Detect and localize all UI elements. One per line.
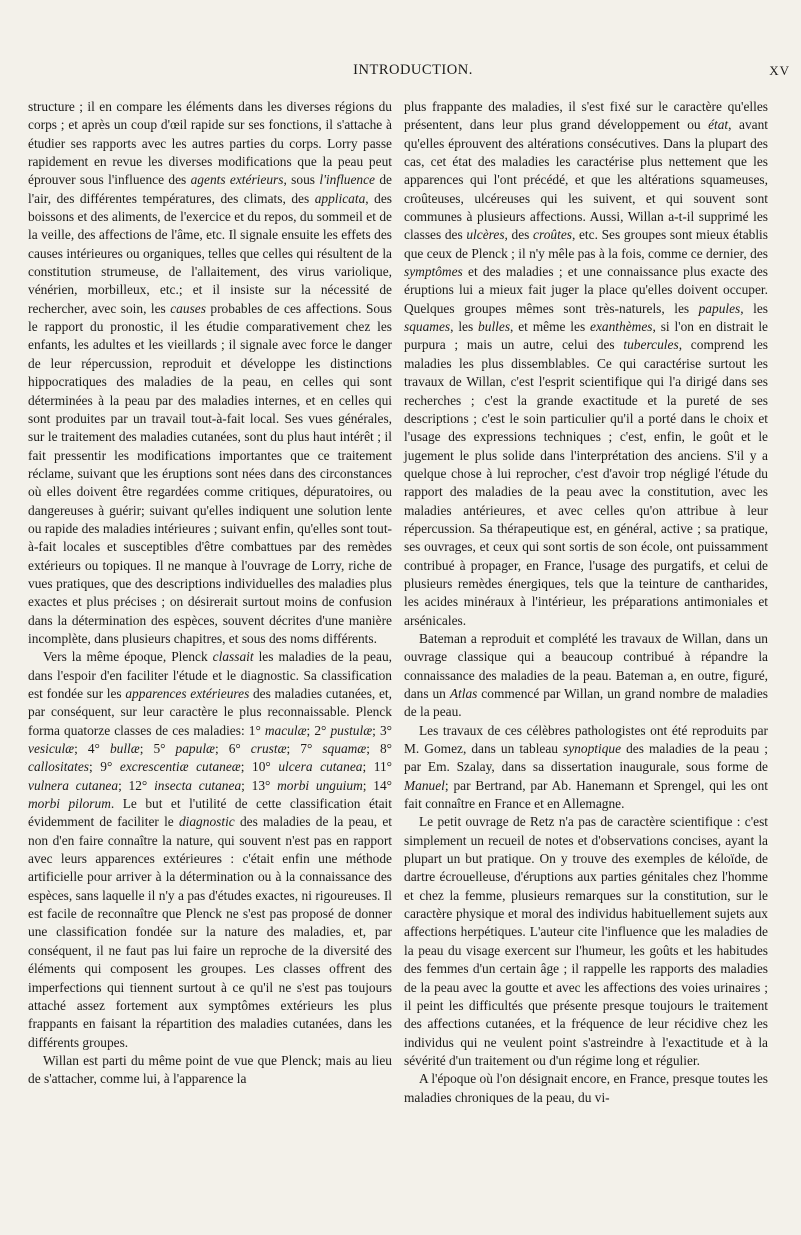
right-column	[404, 98, 768, 1107]
paragraph: Vers la même époque, Plenck classait les maladies de la peau, dans l'espoir d'en faciliter l'étude et le diagnostic. Sa classification est fondée sur les apparences extérieures des maladies cutanées, et, par conséquent, sur leur caractère le plus reconnaissable. Plenck forma quatorze classes de ces maladies: 1° maculæ; 2° pustulæ; 3° vesiculæ; 4° bullæ; 5° papulæ; 6° crustæ; 7° squamæ; 8° callositates; 9° excrescentiæ cutaneæ; 10° ulcera cutanea; 11° vulnera cutanea; 12° insecta cutanea; 13° morbi unguium; 14° morbi pilorum. Le but et l'utilité de cette classification était évidemment de faciliter le diagnostic des maladies de la peau, et non d'en faire connaître la nature, qui souvent n'est pas en rapport avec leurs apparences extérieures : c'était enfin une méthode artificielle pour arriver à la détermination ou à la connaissance des espèces, sans laquelle il n'y a pas d'études exactes, ni rigoureuses. Il est facile de reconnaître que Plenck ne s'est pas proposé de donner une classification fondée sur la nature des maladies, et, par conséquent, il ne faut pas lui faire un reproche de la diversité des éléments qui composent les groupes. Les classes offrent des imperfections qui tiennent surtout à ce qu'il ne s'est pas toujours attaché assez fortement aux symptômes extérieurs les plus frappants en faisant la répartition des maladies cutanées, dans les différents groupes.	[28, 649, 393, 1050]
running-title: INTRODUCTION.	[353, 62, 473, 78]
paragraph: A l'époque où l'on désignait encore, en France, presque toutes les maladies chroniques de la peau, du vi-	[404, 1071, 768, 1105]
paragraph: Le petit ouvrage de Retz n'a pas de caractère scientifique : c'est simplement un recueil de notes et d'observations concises, ayant la plupart un but pratique. On y trouve des exemples de kéloïde, de dartre écrouelleuse, d'éruptions aux parties génitales chez l'homme et chez la femme, plusieurs remarques sur la constitution, sur le caractère physique et moral des individus habituellement sujets aux affections herpétiques. L'auteur cite l'influence que les maladies de la peau du visage exercent sur l'humeur, les goûts et les habitudes des femmes d'un certain âge ; il rappelle les rapports des maladies de la peau avec la goutte et avec les affections des voies urinaires ; il peint les difficultés que présente presque toujours le traitement des affections cutanées, et la fréquence de leur récidive chez les individus qui ne veulent point s'astreindre à l'exactitude et à la sévérité d'un traitement ou d'un régime long et régulier.	[404, 814, 768, 1068]
paragraph: Willan est parti du même point de vue que Plenck; mais au lieu de s'attacher, comme lui, à l'apparence la	[28, 1052, 392, 1087]
page-header	[28, 62, 798, 82]
paragraph: structure ; il en compare les éléments dans les diverses régions du corps ; et après un coup d'œil rapide sur ses fonctions, il s'attache à étudier ses rapports avec les autres parties du corps. Lorry passe rapidement en revue les diverses modifications que la peau peut éprouver sous l'influence des agents extérieurs, sous l'influence de l'air, des différentes températures, des climats, des applicata, des boissons et des aliments, de l'exercice et du repos, du sommeil et de la veille, des affections de l'âme, etc. Il signale ensuite les effets des causes intérieures ou organiques, telles que celles qui résultent de la constitution strumeuse, de l'allaitement, des virus variolique, vénérien, morbilleux, etc.; et il insiste sur la nécessité de rechercher, avec soin, les causes probables de ces affections. Sous le rapport du pronostic, il les étudie comparativement chez les enfants, les adultes et les vieillards ; il signale avec force le danger de leur répercussion, reproduit et développe les distinctions hippocratiques des maladies de la peau, en celles qui sont déterminées à la peau par des maladies internes, et en celles qui sont produites par un travail tout-à-fait local. Ses vues générales, sur le traitement des maladies cutanées, sont du plus haut intérêt ; il fait pressentir les modifications importantes que ce traitement réclame, suivant que les éruptions sont nées dans des circonstances où elles doivent être regardées comme critiques, dépuratoires, ou dangereuses à guérir; suivant qu'elles indiquent une solution lente ou rapide des maladies intérieures ; suivant enfin, qu'elles sont tout-à-fait locales et susceptibles d'être combattues par des remèdes extérieurs ou topiques. Il ne manque à l'ouvrage de Lorry, riche de vues pratiques, que des descriptions individuelles des maladies plus exactes et plus précises ; on désirerait surtout moins de confusion dans la détermination des espèces, souvent décrites d'une manière incomplète, dans plusieurs chapitres, et sous des noms différents.	[28, 99, 393, 646]
paragraph: Bateman a reproduit et complété les travaux de Willan, dans un ouvrage classique qui a beaucoup contribué à répandre la connaissance des maladies de la peau. Bateman a, en outre, figuré, dans un Atlas commencé par Willan, un grand nombre de maladies de la peau.	[404, 630, 768, 720]
page-number: XV	[769, 63, 790, 78]
paragraph: Les travaux de ces célèbres pathologistes ont été reproduits par M. Gomez, dans un tableau synoptique des maladies de la peau ; par Em. Szalay, dans sa dissertation inaugurale, sous forme de Manuel; par Bertrand, par Ab. Hanemann et Sprengel, qui les ont fait connaître en France et en Allemagne.	[404, 722, 768, 812]
left-column	[28, 98, 392, 1089]
paragraph: plus frappante des maladies, il s'est fixé sur le caractère qu'elles présentent, dans leur plus grand développement ou état, avant qu'elles éprouvent des altérations consécutives. Dans la plupart des cas, cet état des maladies les caractérise plus nettement que les apparences qui l'ont précédé, et que les altérations squameuses, croûteuses, ulcéreuses qui les suivent, et qui souvent sont communes à plusieurs affections. Aussi, Willan a-t-il supprimé les classes des ulcères, des croûtes, etc. Ses groupes sont mieux établis que ceux de Plenck ; il n'y mêle pas à la fois, comme ce dernier, des symptômes et des maladies ; et une connaissance plus exacte des éruptions lui a mieux fait juger la place qu'elles doivent occuper. Quelques groupes mêmes sont très-naturels, les papules, les squames, les bulles, et même les exanthèmes, si l'on en distrait le purpura ; mais un autre, celui des tubercules, comprend les maladies les plus dissemblables. Ce qui caractérise surtout les travaux de Willan, c'est l'esprit scientifique qui l'a dirigé dans ses recherches ; c'est la grande exactitude et la pureté de ses descriptions ; c'est le soin particulier qu'il a porté dans le choix et l'usage des expressions techniques ; c'est, enfin, le goût et le jugement le plus solide dans l'interprétation des anciens. S'il y a quelque chose à lui reprocher, c'est d'avoir trop négligé l'étude du rapport des maladies de la peau avec la constitution, avec les maladies antérieures, et avec celles qu'on attribue à leur répercussion. Sa thérapeutique est, en général, active ; sa pratique, ses ouvrages, et ceux qui sont sortis de son école, ont puissamment contribué à propager, en France, l'usage des purgatifs, et celui de plusieurs remèdes énergiques, tels que la teinture de cantharides, les acides minéraux à l'intérieur, les préparations antimoniales et arsénicales.	[404, 99, 769, 628]
